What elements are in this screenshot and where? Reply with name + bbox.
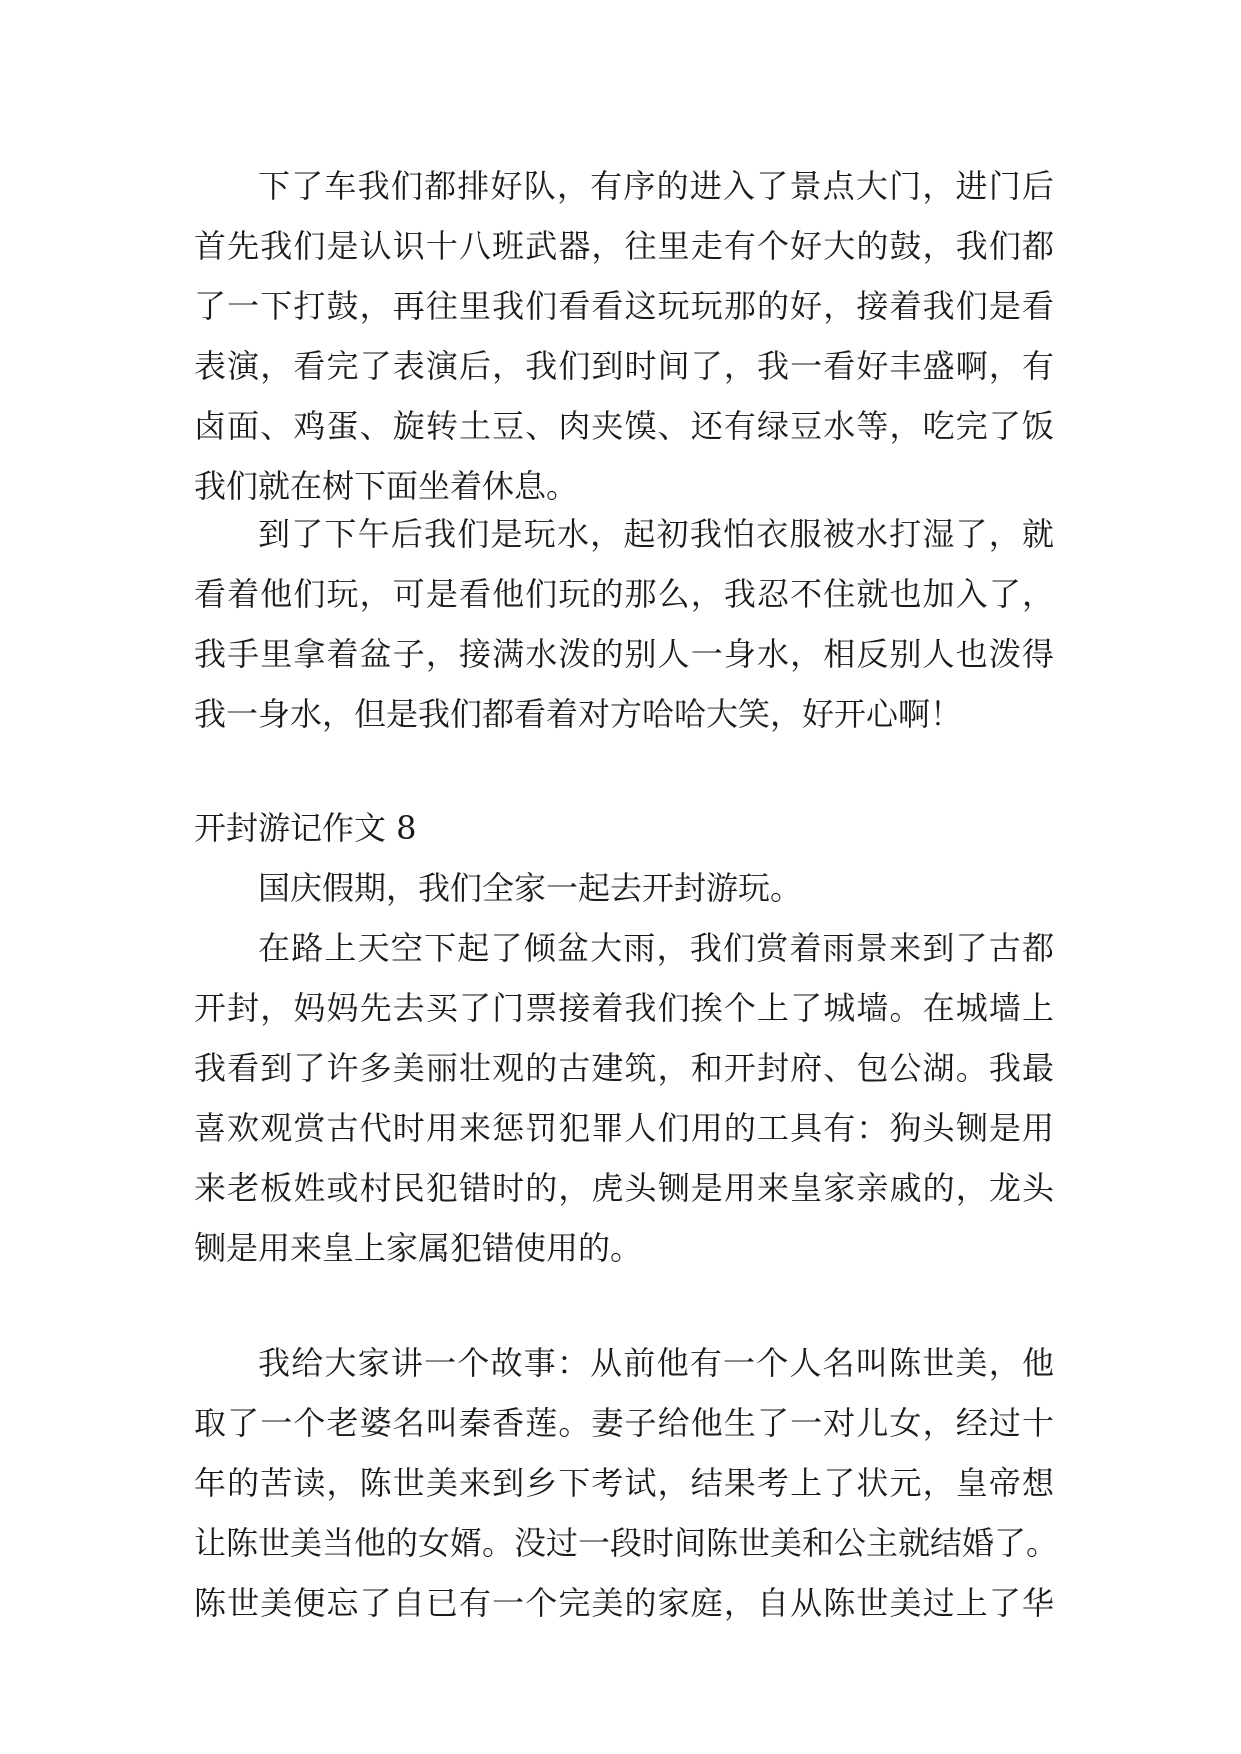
text-line: 陈世美便忘了自已有一个完美的家庭，自从陈世美过上了华	[194, 1584, 1054, 1622]
essay-heading: 开封游记作文 8	[194, 809, 417, 847]
text-line: 我看到了许多美丽壮观的古建筑，和开封府、包公湖。我最	[194, 1049, 1054, 1087]
text-line: 我给大家讲一个故事：从前他有一个人名叫陈世美，他	[258, 1344, 1054, 1382]
text-line: 首先我们是认识十八班武器，往里走有个好大的鼓，我们都	[194, 227, 1054, 265]
text-line: 让陈世美当他的女婿。没过一段时间陈世美和公主就结婚了。	[194, 1524, 1059, 1562]
text-line: 看着他们玩，可是看他们玩的那么，我忍不住就也加入了，	[194, 575, 1054, 613]
text-line: 在路上天空下起了倾盆大雨，我们赏着雨景来到了古都	[258, 929, 1054, 967]
text-line: 了一下打鼓，再往里我们看看这玩玩那的好，接着我们是看	[194, 287, 1054, 325]
paragraph-city-wall	[194, 918, 1054, 1278]
text-line: 我们就在树下面坐着休息。	[194, 467, 579, 505]
text-line: 喜欢观赏古代时用来惩罚犯罪人们用的工具有：狗头铡是用	[194, 1109, 1054, 1147]
text-line: 来老板姓或村民犯错时的，虎头铡是用来皇家亲戚的，龙头	[194, 1169, 1054, 1207]
paragraph-story	[194, 1333, 1059, 1633]
paragraph-intro	[194, 858, 1054, 918]
paragraph-water-play	[194, 504, 1054, 744]
text-line: 年的苦读，陈世美来到乡下考试，结果考上了状元，皇帝想	[194, 1464, 1054, 1502]
text-line: 国庆假期，我们全家一起去开封游玩。	[258, 869, 803, 907]
text-line: 取了一个老婆名叫秦香莲。妻子给他生了一对儿女，经过十	[194, 1404, 1054, 1442]
text-line: 铡是用来皇上家属犯错使用的。	[194, 1229, 643, 1267]
text-line: 表演，看完了表演后，我们到时间了，我一看好丰盛啊，有	[194, 347, 1054, 385]
text-line: 到了下午后我们是玩水，起初我怕衣服被水打湿了，就	[258, 515, 1054, 553]
text-line: 下了车我们都排好队，有序的进入了景点大门，进门后	[258, 167, 1054, 205]
text-line: 我一身水，但是我们都看着对方哈哈大笑，好开心啊！	[194, 695, 963, 733]
text-line: 卤面、鸡蛋、旋转土豆、肉夹馍、还有绿豆水等，吃完了饭	[194, 407, 1054, 445]
text-line: 开封，妈妈先去买了门票接着我们挨个上了城墙。在城墙上	[194, 989, 1054, 1027]
paragraph-lunch	[194, 156, 1054, 516]
text-line: 我手里拿着盆子，接满水泼的别人一身水，相反别人也泼得	[194, 635, 1054, 673]
